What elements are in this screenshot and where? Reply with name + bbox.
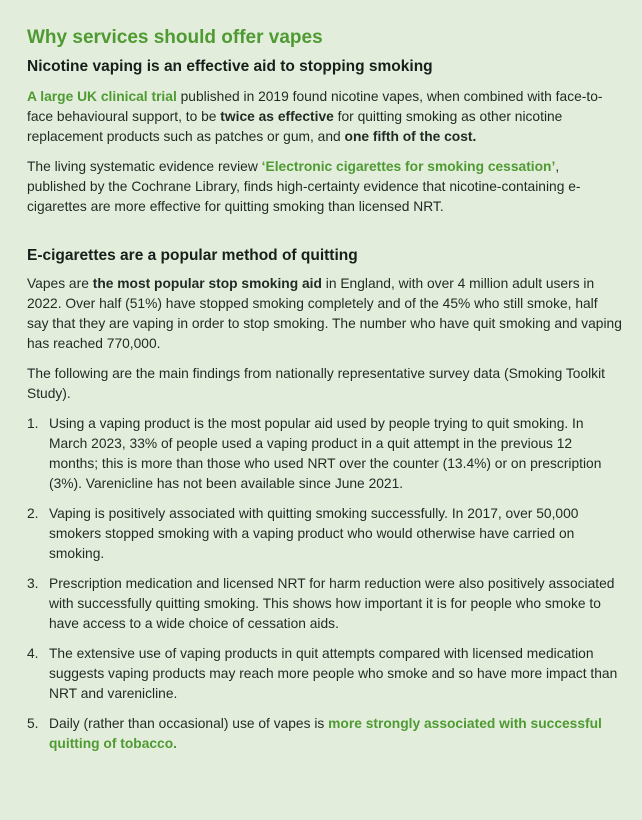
link-successful-quitting[interactable]: more strongly associated with successful quitting of tobacco.	[49, 716, 602, 751]
text: in England, with over 4 million adult users in 2022. Over half (51%) have stopped smoking completely and of the 45% who still smoke, half say that they are vaping in order to stop smoking. The number who have quit smoking and vaping has reached 770,000.	[27, 276, 622, 351]
findings-list	[27, 414, 622, 754]
list-number: 4.	[27, 646, 39, 661]
paragraph-cochrane-review	[27, 157, 622, 217]
list-text: Using a vaping product is the most popular aid used by people trying to quit smoking. In March 2023, 33% of people used a vaping product in a quit attempt in the previous 12 months; this is more than those who used NRT over the counter (13.4%) or on prescription (3%). Varenicline has not been available since June 2021.	[49, 416, 602, 491]
text: published in 2019 found nicotine vapes, when combined with face-to-face behavioural support, to be	[27, 89, 603, 124]
section-heading-popular-method: E-cigarettes are a popular method of quitting	[27, 247, 358, 264]
list-number: 5.	[27, 716, 39, 731]
link-uk-clinical-trial[interactable]: A large UK clinical trial	[27, 89, 177, 104]
list-text: The extensive use of vaping products in quit attempts compared with licensed medication suggests vaping products may reach more people who smoke and so have more impact than NRT and varenicline.	[49, 646, 618, 701]
emphasis-one-fifth-cost: one fifth of the cost.	[344, 129, 477, 144]
emphasis-most-popular: the most popular stop smoking aid	[92, 276, 322, 291]
list-item	[27, 644, 622, 704]
list-text: Prescription medication and licensed NRT for harm reduction were also positively associated with successfully quitting smoking. This shows how important it is for people who smoke to have access to a wide choice of cessation aids.	[49, 576, 615, 631]
list-item	[27, 574, 622, 634]
text: for quitting smoking as other nicotine replacement products such as patches or gum, and	[27, 109, 563, 144]
page-title: Why services should offer vapes	[27, 27, 323, 48]
list-text: Vaping is positively associated with quitting smoking successfully. In 2017, over 50,000 smokers stopped smoking with a vaping product who would otherwise have carried on smoking.	[49, 506, 579, 561]
paragraph-clinical-trial	[27, 87, 622, 147]
text: Vapes are	[27, 276, 93, 291]
list-number: 3.	[27, 576, 39, 591]
list-number: 1.	[27, 416, 39, 431]
text: The living systematic evidence review	[27, 159, 262, 174]
link-cochrane-review[interactable]: ‘Electronic cigarettes for smoking cessation’	[261, 159, 556, 174]
paragraph-survey-intro: The following are the main findings from nationally representative survey data (Smoking Toolkit Study).	[27, 366, 605, 401]
list-item	[27, 414, 622, 494]
text: , published by the Cochrane Library, finds high-certainty evidence that nicotine-containing e-cigarettes are more effective for quitting smoking than licensed NRT.	[27, 159, 581, 214]
section-heading-effective-aid: Nicotine vaping is an effective aid to stopping smoking	[27, 58, 433, 75]
list-item	[27, 504, 622, 564]
list-number: 2.	[27, 506, 39, 521]
list-item	[27, 714, 622, 754]
emphasis-twice-effective: twice as effective	[220, 109, 334, 124]
list-text: Daily (rather than occasional) use of vapes is	[49, 716, 329, 731]
paragraph-popular-aid	[27, 274, 622, 354]
